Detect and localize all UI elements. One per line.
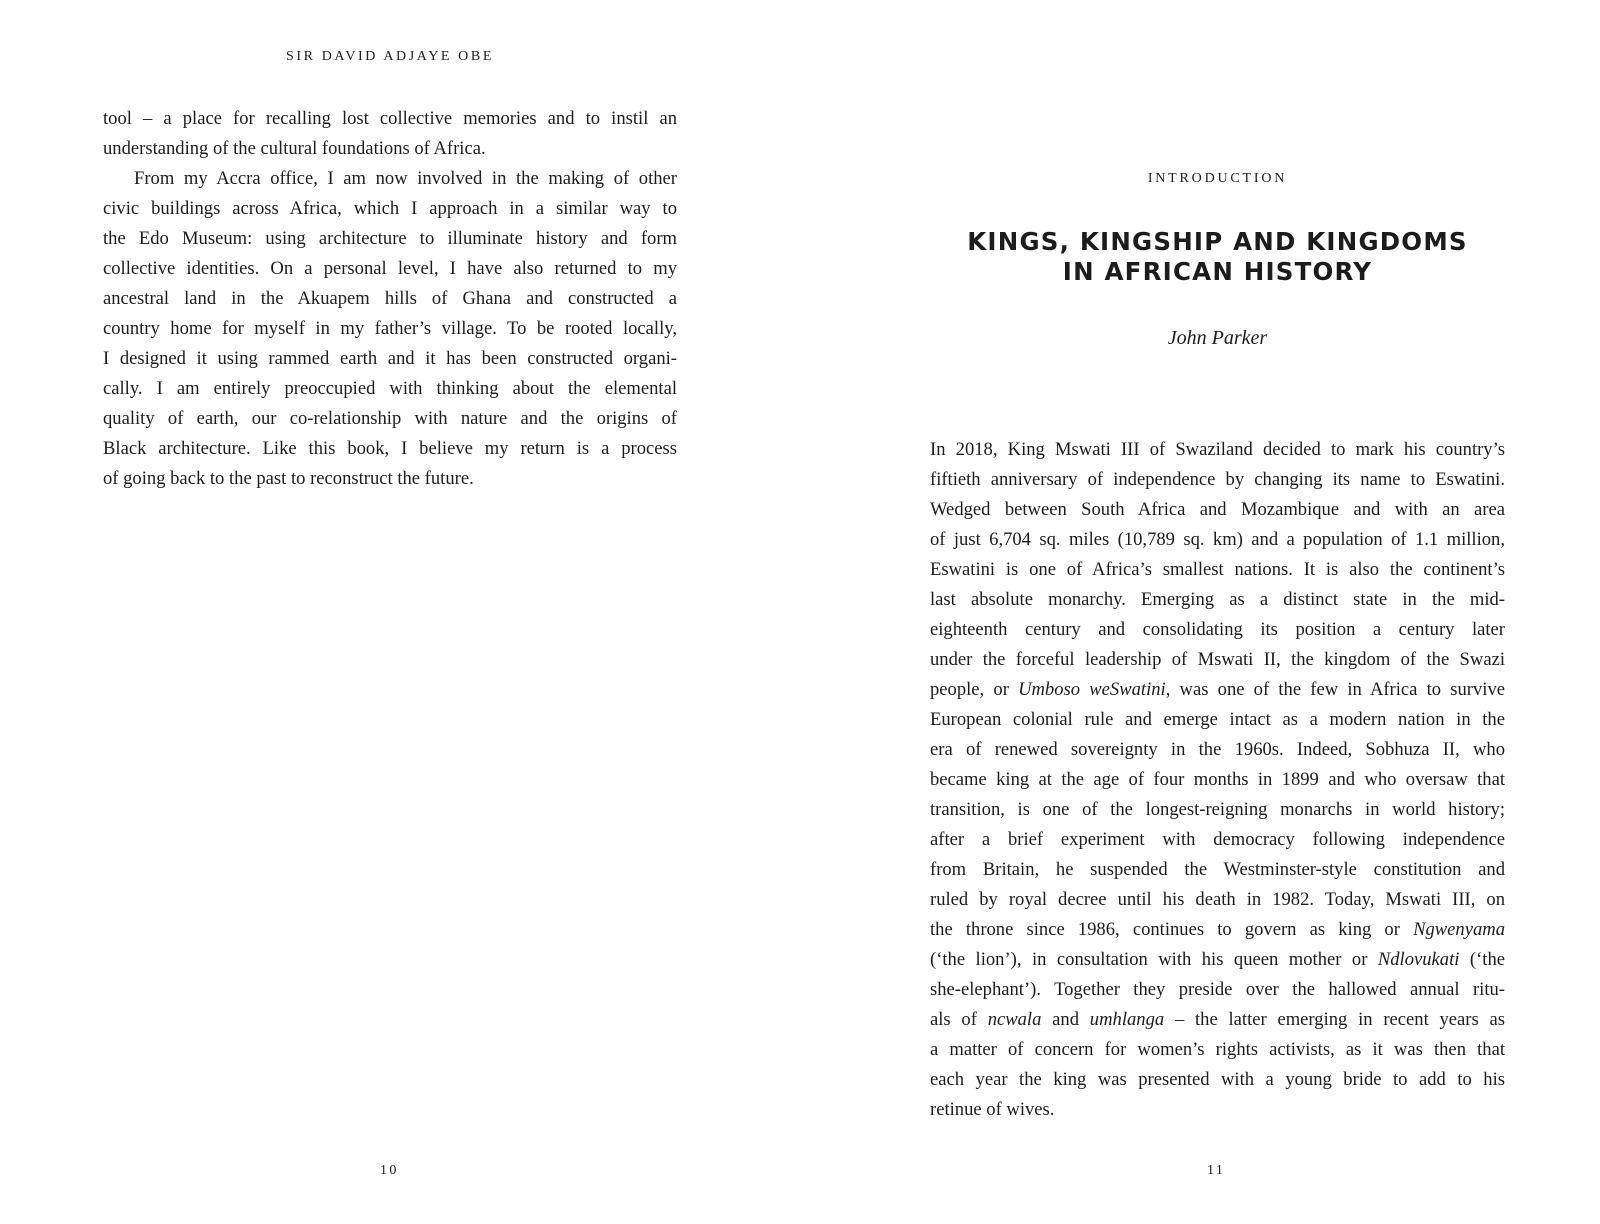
left-page-body	[103, 104, 677, 494]
text-line: From my Accra office, I am now involved in the making of other	[134, 168, 677, 189]
text-line	[930, 675, 1505, 705]
text-line: retinue of wives.	[930, 1099, 1055, 1120]
text-line: of going back to the past to reconstruct the future.	[103, 468, 474, 489]
text-line: Wedged between South Africa and Mozambique and with an area	[930, 499, 1505, 520]
text-line: tool – a place for recalling lost collective memories and to instil an	[103, 108, 677, 129]
text-line: of just 6,704 sq. miles (10,789 sq. km) and a population of 1.1 million,	[930, 529, 1505, 550]
text-line: fiftieth anniversary of independence by changing its name to Eswatini.	[930, 469, 1505, 490]
text-line: each year the king was presented with a young bride to add to his	[930, 1069, 1505, 1090]
right-page-body	[930, 435, 1505, 1125]
text-segment: – the latter emerging in recent years as	[1164, 1009, 1505, 1030]
chapter-title-line: KINGS, KINGSHIP AND KINGDOMS	[967, 227, 1468, 256]
text-line: under the forceful leadership of Mswati II, the kingdom of the Swazi	[930, 649, 1505, 670]
text-line: country home for myself in my father’s village. To be rooted locally,	[103, 318, 677, 339]
text-line: cally. I am entirely preoccupied with thinking about the elemental	[103, 378, 677, 399]
text-line: from Britain, he suspended the Westminster-style constitution and	[930, 859, 1505, 880]
text-segment: (‘the lion’), in consultation with his queen mother or	[930, 949, 1378, 970]
chapter-title-line: IN AFRICAN HISTORY	[1062, 257, 1373, 286]
text-line: I designed it using rammed earth and it has been constructed organi-	[103, 348, 677, 369]
text-line: European colonial rule and emerge intact as a modern nation in the	[930, 709, 1505, 730]
text-line: a matter of concern for women’s rights activists, as it was then that	[930, 1039, 1505, 1060]
text-line: collective identities. On a personal level, I have also returned to my	[103, 258, 677, 279]
text-segment: and	[1041, 1009, 1090, 1030]
text-line: she-elephant’). Together they preside over the hallowed annual ritu-	[930, 979, 1505, 1000]
page-number: 10	[380, 1163, 399, 1178]
text-line: after a brief experiment with democracy following independence	[930, 829, 1505, 850]
text-line: last absolute monarchy. Emerging as a distinct state in the mid-	[930, 589, 1505, 610]
text-segment: the throne since 1986, continues to govern as king or	[930, 919, 1414, 940]
text-line: era of renewed sovereignty in the 1960s. Indeed, Sobhuza II, who	[930, 739, 1505, 760]
chapter-title	[930, 227, 1505, 287]
italic-term: Ndlovukati	[1377, 949, 1460, 970]
text-line: Black architecture. Like this book, I believe my return is a process	[103, 438, 677, 459]
text-line: Eswatini is one of Africa’s smallest nations. It is also the continent’s	[930, 559, 1505, 580]
text-line: became king at the age of four months in 1899 and who oversaw that	[930, 769, 1505, 790]
chapter-author: John Parker	[1167, 327, 1268, 349]
text-line	[930, 915, 1505, 945]
text-line: transition, is one of the longest-reigning monarchs in world history;	[930, 799, 1505, 820]
italic-term: Umboso weSwatini	[1018, 679, 1166, 700]
text-segment: als of	[930, 1009, 988, 1030]
text-line: ruled by royal decree until his death in 1982. Today, Mswati III, on	[930, 889, 1505, 910]
text-line: quality of earth, our co-relationship with nature and the origins of	[103, 408, 677, 429]
text-segment: people, or	[930, 679, 1019, 700]
text-line: civic buildings across Africa, which I approach in a similar way to	[103, 198, 677, 219]
italic-term: ncwala	[987, 1009, 1042, 1030]
running-head: SIR DAVID ADJAYE OBE	[286, 49, 494, 64]
text-line	[930, 1005, 1505, 1035]
text-segment: , was one of the few in Africa to survive	[1165, 679, 1505, 700]
text-line: eighteenth century and consolidating its position a century later	[930, 619, 1505, 640]
text-segment: (‘the	[1459, 949, 1505, 970]
italic-term: umhlanga	[1089, 1009, 1165, 1030]
section-label: INTRODUCTION	[1147, 171, 1288, 186]
italic-term: Ngwenyama	[1413, 919, 1505, 940]
text-line: ancestral land in the Akuapem hills of Ghana and constructed a	[103, 288, 677, 309]
text-line: understanding of the cultural foundations of Africa.	[103, 138, 486, 159]
text-line: In 2018, King Mswati III of Swaziland decided to mark his country’s	[930, 439, 1505, 460]
right-page	[800, 0, 1600, 1224]
text-line: the Edo Museum: using architecture to illuminate history and form	[103, 228, 677, 249]
text-line	[930, 945, 1505, 975]
page-number: 11	[1207, 1163, 1226, 1178]
